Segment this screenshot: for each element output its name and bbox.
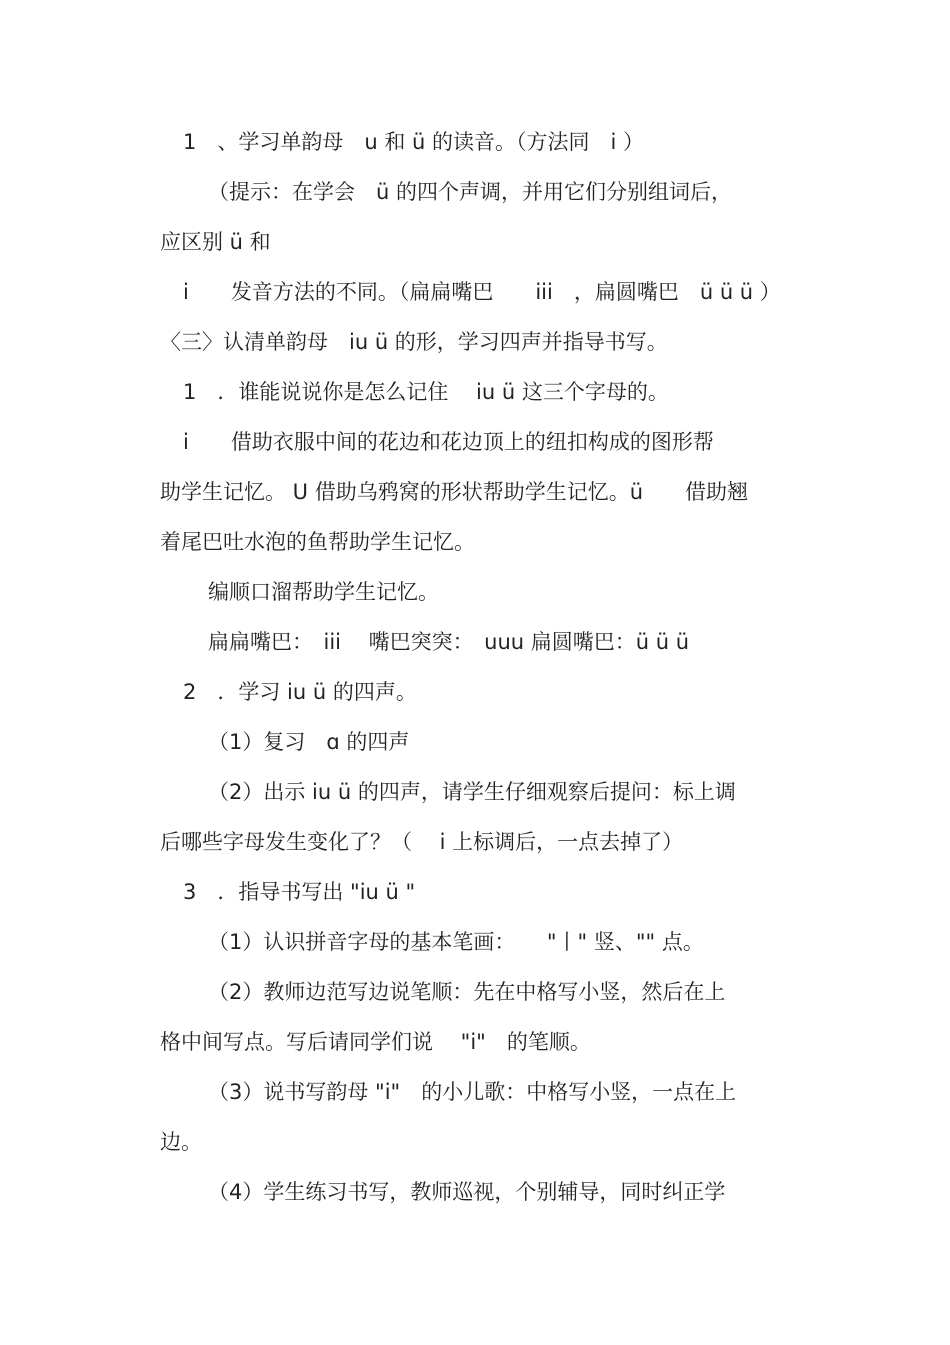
text-line: 编顺口溜帮助学生记忆。 xyxy=(208,580,439,604)
text-line: 应区别 ü 和 xyxy=(160,230,271,254)
text-line: （1）认识拼音字母的基本笔画： "丨" 竖、"" 点。 xyxy=(208,930,704,954)
text-line: 3 ．指导书写出 "iu ü " xyxy=(183,880,416,904)
text-line: 着尾巴吐水泡的鱼帮助学生记忆。 xyxy=(160,530,475,554)
text-line: （提示：在学会 ü 的四个声调，并用它们分别组词后， xyxy=(208,180,732,204)
text-line: （1）复习 ɑ 的四声 xyxy=(208,730,410,754)
text-line: 1 ．谁能说说你是怎么记住 iu ü 这三个字母的。 xyxy=(183,380,669,404)
text-line: 边。 xyxy=(160,1130,202,1154)
text-line: 1 、学习单韵母 u 和 ü 的读音。（方法同 i ） xyxy=(183,130,645,154)
text-line: i 借助衣服中间的花边和花边顶上的纽扣构成的图形帮 xyxy=(183,430,714,454)
text-line: （3）说书写韵母 "i" 的小儿歌：中格写小竖，一点在上 xyxy=(208,1080,737,1104)
text-line: （4）学生练习书写，教师巡视，个别辅导，同时纠正学 xyxy=(208,1180,726,1204)
text-line: （2）出示 iu ü 的四声，请学生仔细观察后提问：标上调 xyxy=(208,780,736,804)
text-line: 格中间写点。写后请同学们说 "i" 的笔顺。 xyxy=(160,1030,591,1054)
text-line: i 发音方法的不同。（扁扁嘴巴 iii ，扁圆嘴巴 ü ü ü ） xyxy=(183,280,781,304)
text-line: 后哪些字母发生变化了？（ i 上标调后，一点去掉了） xyxy=(160,830,684,854)
text-line: 2 ．学习 iu ü 的四声。 xyxy=(183,680,417,704)
text-line: （2）教师边范写边说笔顺：先在中格写小竖，然后在上 xyxy=(208,980,726,1004)
text-line: 〈三〉认清单韵母 iu ü 的形，学习四声并指导书写。 xyxy=(160,330,668,354)
text-line: 扁扁嘴巴： iii 嘴巴突突： uuu 扁圆嘴巴：ü ü ü xyxy=(208,630,690,654)
text-line: 助学生记忆。 U 借助乌鸦窝的形状帮助学生记忆。ü 借助翘 xyxy=(160,480,749,504)
